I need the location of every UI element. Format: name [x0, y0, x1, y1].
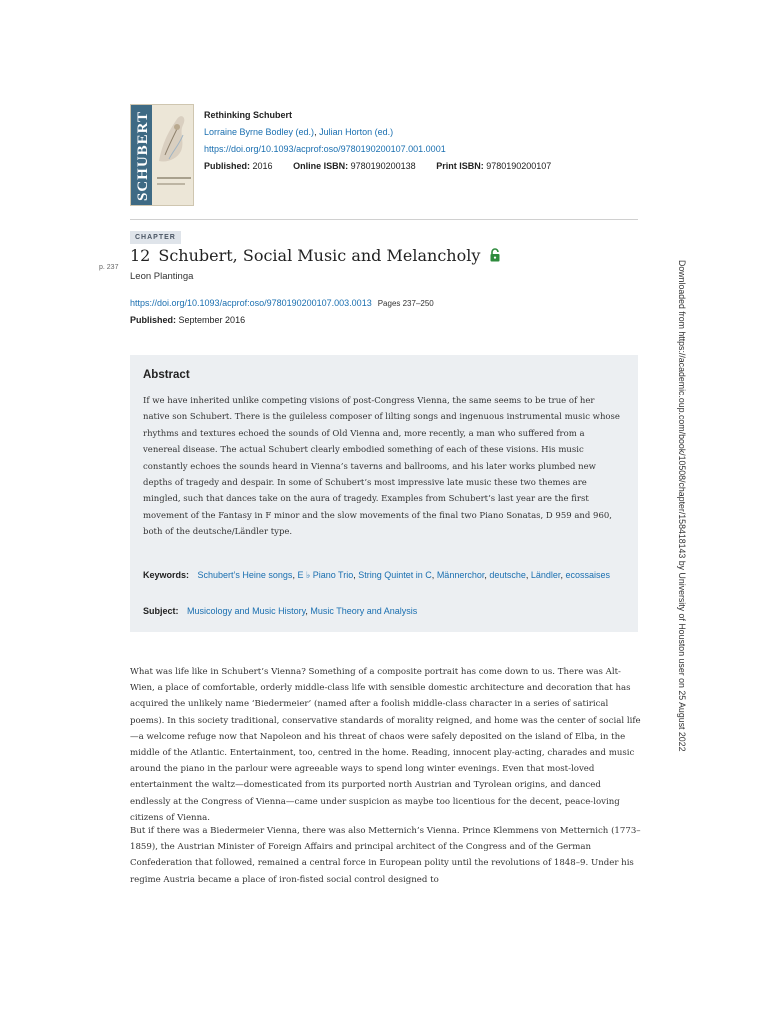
- download-watermark-text: Downloaded from https://academic.oup.com/book/10508/chapter/158418143 by University of Houston user on 25 August 2022: [677, 260, 687, 752]
- editor-link[interactable]: Julian Horton (ed.): [319, 127, 394, 137]
- chapter-doi-row: [130, 298, 434, 308]
- body-paragraph: But if there was a Biedermeier Vienna, there was also Metternich’s Vienna. Prince Klemmens von Metternich (1773–1859), the Austrian Minister of Foreign Affairs and principal architect of the Congress and of the German Confederation that followed, remained a central force in European polity until the revolutions of 1848–9. Under his regime Austria became a place of iron-fisted social control designed to: [130, 826, 641, 885]
- keywords-label: Keywords:: [143, 570, 190, 580]
- chapter-title: [130, 246, 501, 265]
- keywords-row: Keywords: Schubert’s Heine songs, E ♭ Piano Trio, String Quintet in C, Männerchor, deutsche, Ländler, ecossaises: [143, 570, 610, 580]
- subject-link[interactable]: Music Theory and Analysis: [310, 606, 418, 616]
- book-editors: [204, 124, 551, 141]
- chapter-published-value: September 2016: [178, 315, 246, 325]
- abstract-box: [130, 355, 638, 632]
- keyword-link[interactable]: Ländler: [530, 570, 561, 580]
- book-info: [204, 107, 551, 175]
- cover-subtitle-line: [157, 177, 191, 179]
- keyword-link[interactable]: Männerchor: [436, 570, 485, 580]
- chapter-badge: CHAPTER: [130, 231, 181, 244]
- cover-subtitle-line: [157, 183, 185, 185]
- cover-artwork: [155, 111, 191, 169]
- open-access-lock-icon: [489, 248, 501, 262]
- editor-separator: ,: [314, 127, 320, 137]
- keyword-link[interactable]: deutsche: [489, 570, 526, 580]
- book-title[interactable]: Rethinking Schubert: [204, 110, 293, 120]
- chapter-title-text: Schubert, Social Music and Melancholy: [158, 246, 481, 265]
- keyword-link[interactable]: E ♭ Piano Trio: [297, 570, 354, 580]
- book-doi-link[interactable]: https://doi.org/10.1093/acprof:oso/9780190200107.001.0001: [204, 144, 446, 154]
- page-marker: p. 237: [99, 264, 119, 271]
- subject-link[interactable]: Musicology and Music History: [187, 606, 306, 616]
- chapter-published-label: Published:: [130, 315, 177, 325]
- chapter-author[interactable]: Leon Plantinga: [130, 271, 194, 282]
- subject-label: Subject:: [143, 606, 179, 616]
- online-isbn-label: Online ISBN:: [293, 161, 349, 171]
- editor-link[interactable]: Lorraine Byrne Bodley (ed.): [204, 127, 315, 137]
- chapter-number: 12: [130, 246, 151, 265]
- body-paragraph: What was life like in Schubert’s Vienna? Something of a composite portrait has come down to us. There was Alt-Wien, a place of comfortable, orderly middle-class life with sensible domestic architecture and decoration that has acquired the unlikely name ‘Biedermeier’ (named after a foolish middle-class character in a series of satirical poems). In this society traditional, conservative standards of morality reigned, and home was the center of social life—a welcome refuge now that Napoleon and his threat of chaos were safely deposited on the island of Elba, in the middle of the Atlantic. Entertainment, too, centred in the home. Reading, innocent play-acting, charades and music around the piano in the parlour were agreeable ways to spend long winter evenings. Even that most-loved entertainment the waltz—domesticated from its purported north Austrian and Tyrolean origins, and danced endlessly at the Congress of Vienna—came under suspicion as maybe too licentious for the decent, peace-loving citizens of Vienna.: [130, 667, 641, 823]
- section-divider: [130, 219, 638, 220]
- chapter-pages: Pages 237–250: [377, 299, 434, 308]
- print-isbn-label: Print ISBN:: [436, 161, 484, 171]
- published-label: Published:: [204, 161, 251, 171]
- print-isbn-value: 9780190200107: [486, 161, 552, 171]
- online-isbn-value: 9780190200138: [350, 161, 416, 171]
- chapter-doi-link[interactable]: https://doi.org/10.1093/acprof:oso/9780190200107.003.0013: [130, 298, 372, 308]
- abstract-heading: Abstract: [143, 369, 190, 381]
- book-cover-image[interactable]: [130, 104, 194, 206]
- download-watermark: [677, 260, 694, 770]
- keyword-link[interactable]: ecossaises: [565, 570, 610, 580]
- keyword-link[interactable]: String Quintet in C: [358, 570, 432, 580]
- published-value: 2016: [252, 161, 273, 171]
- keyword-link[interactable]: Schubert’s Heine songs: [197, 570, 293, 580]
- chapter-published: [130, 315, 245, 325]
- abstract-text: If we have inherited unlike competing visions of post-Congress Vienna, the same seems to be true of her native son Schubert. There is the guileless composer of lilting songs and ingenuous instrumental music whose rhythms and textures echoed the sounds of Old Vienna and, more recently, a man who suffered from a venereal disease. The actual Schubert clearly embodied something of each of these visions. His music constantly echoes the sounds heard in Vienna’s taverns and ballrooms, and his later works plumbed new depths of tragedy and despair. In some of Schubert’s most impressive late music these two themes are mingled, such that dances take on the aura of tragedy. Examples from Schubert’s last year are the first movement of the Fantasy in F minor and the slow movements of the final two Piano Sonatas, D 959 and 960, both of the deutsche/Ländler type.: [143, 396, 620, 538]
- subject-row: Subject: Musicology and Music History, Music Theory and Analysis: [143, 606, 418, 616]
- cover-title: SCHUBERT: [135, 111, 151, 201]
- book-meta-row: [204, 158, 551, 175]
